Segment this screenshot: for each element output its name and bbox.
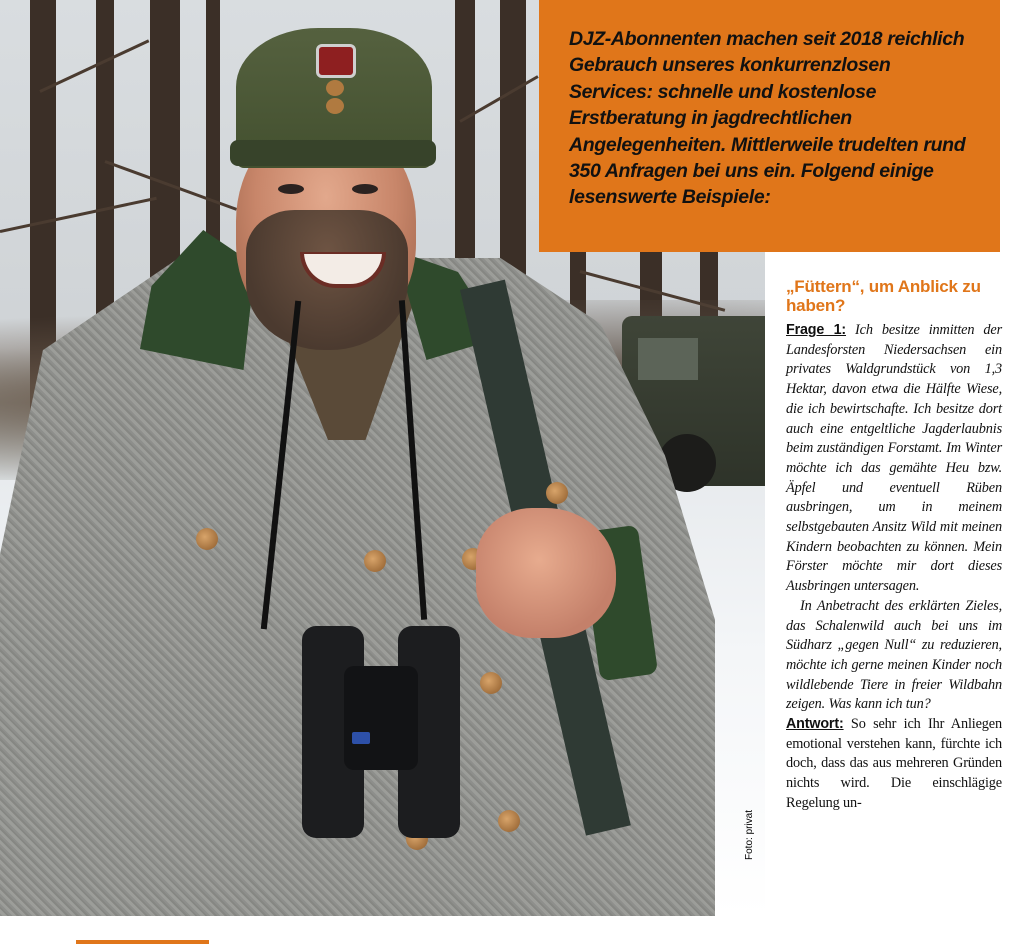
binoculars [302, 606, 460, 838]
eye-left [278, 184, 304, 194]
bottom-accent-bar [76, 940, 209, 944]
coat-button [546, 482, 568, 504]
answer-label: Antwort: [786, 716, 844, 733]
question-paragraph-2: In Anbetracht des erklärten Zieles, das Schalenwild auch bei uns im Südharz „gegen Null“ zu reduzieren, möchte ich gerne meinen Kinder noch wildlebende Tiere in freier Wildbahn zeigen. Was kann ich tun? [786, 597, 1002, 713]
intro-box [539, 0, 1000, 252]
article-column [786, 277, 1002, 814]
hand [476, 508, 616, 638]
answer-paragraph [786, 715, 1002, 814]
cap-brim [230, 140, 436, 166]
tree-branch [0, 197, 157, 233]
intro-text: DJZ-Abonnenten machen seit 2018 reichlich Gebrauch unseres konkurrenzlosen Services: schnelle und kostenlose Erstberatung in jagdrechtlichen Angelegenheiten. Mittlerweile trudelten rund 350 Anfragen bei uns ein. Folgend einige lesenswerte Beispiele: [569, 28, 966, 209]
coat-button [498, 810, 520, 832]
answer-text: So sehr ich Ihr Anliegen emotional verstehen kann, fürchte ich doch, dass das aus mehreren Gründen nichts wird. Die einschlägige Regelung un- [786, 716, 1002, 811]
cap-button [326, 80, 344, 96]
question-label: Frage 1: [786, 322, 847, 338]
cap-badge-icon [316, 44, 356, 78]
coat-button [364, 550, 386, 572]
vehicle-window [638, 338, 698, 380]
eye-right [352, 184, 378, 194]
binocular-bridge [344, 666, 418, 770]
photo-credit: Foto: privat [744, 809, 755, 860]
cap-button [326, 98, 344, 114]
coat-button [480, 672, 502, 694]
question-paragraph [786, 321, 1002, 597]
coat-button [196, 528, 218, 550]
zeiss-logo-icon [352, 732, 370, 744]
article-headline: „Füttern“, um Anblick zu haben? [786, 277, 981, 315]
question-text: Ich besitze inmitten der Landesforsten Niedersachsen ein privates Waldgrundstück von 1,3 Hektar, davon etwa die Hälfte Wiese, die ich bewirtschafte. Ich besitze dort auch eine entgeltliche Jagderlaubnis beim zuständigen Forstamt. Im Winter möchte ich das gemähte Heu bzw. Äpfel und eventuell Rüben ausbringen, um in meinem selbstgebauten Ansitz Wild mit meinen Kindern beobachten zu können. Mein Förster möchte mir dort dieses Ausbringen untersagen. [786, 322, 1002, 595]
